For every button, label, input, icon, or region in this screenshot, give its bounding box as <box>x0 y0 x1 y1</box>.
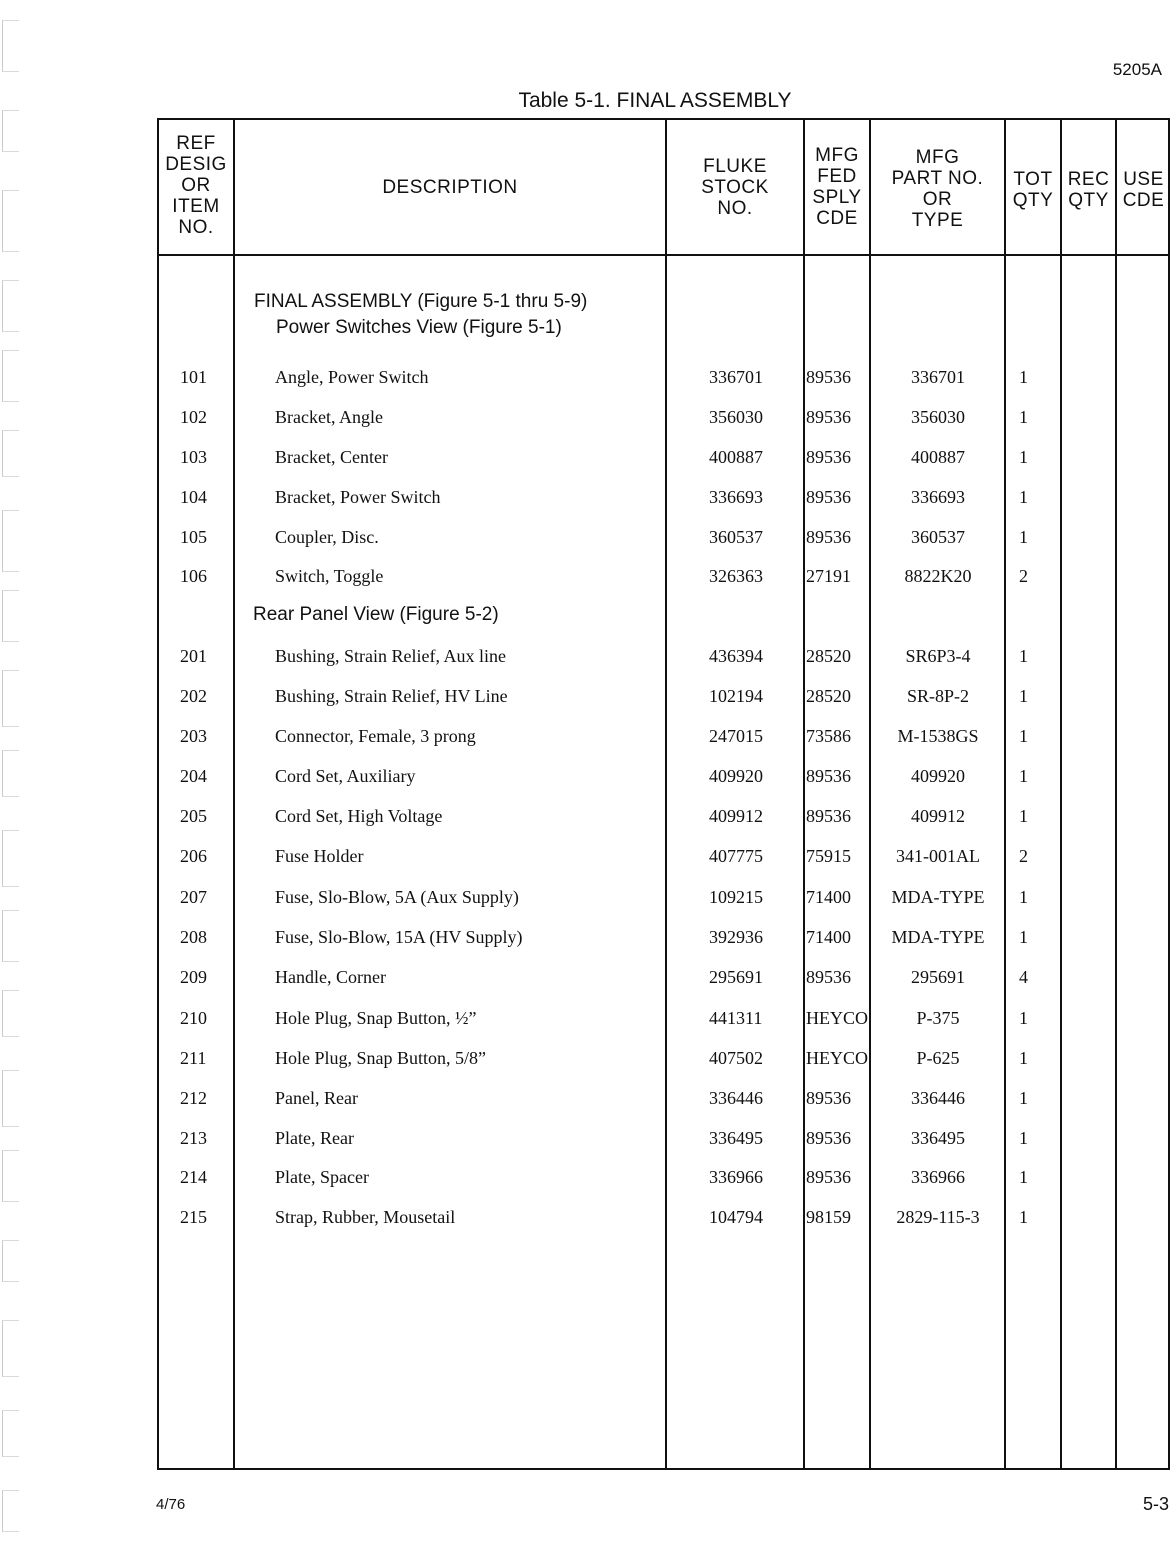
scan-mark <box>2 1490 19 1532</box>
stock-cell: 336693 <box>709 487 763 507</box>
fed-code-cell: 89536 <box>806 1167 851 1187</box>
scan-mark <box>2 20 19 72</box>
description-cell: Plate, Rear <box>275 1128 354 1148</box>
stock-cell: 436394 <box>709 646 763 666</box>
fed-code-cell: 71400 <box>806 927 851 947</box>
stock-cell: 295691 <box>709 967 763 987</box>
part-cell: 2829-115-3 <box>896 1207 980 1227</box>
part-cell: 409912 <box>911 806 965 826</box>
description-cell: Strap, Rubber, Mousetail <box>275 1207 456 1227</box>
table-row <box>0 1088 1176 1128</box>
description-cell: Bracket, Power Switch <box>275 487 441 507</box>
description-cell: Bushing, Strain Relief, Aux line <box>275 646 506 666</box>
fed-code-cell: 71400 <box>806 887 851 907</box>
table-row <box>0 1167 1176 1207</box>
fed-code-cell: 28520 <box>806 646 851 666</box>
table-row <box>0 566 1176 606</box>
description-cell: Panel, Rear <box>275 1088 358 1108</box>
qty-cell: 4 <box>1019 967 1028 987</box>
header-ref-desig: REF DESIG OR ITEM NO. <box>165 133 227 238</box>
section-heading-power-switches: Power Switches View (Figure 5-1) <box>276 317 562 338</box>
part-cell: 341-001AL <box>896 846 980 866</box>
stock-cell: 102194 <box>709 686 763 706</box>
qty-cell: 1 <box>1019 1048 1028 1068</box>
part-cell: MDA-TYPE <box>891 887 985 907</box>
stock-cell: 109215 <box>709 887 763 907</box>
ref-cell: 203 <box>180 726 207 746</box>
description-cell: Cord Set, Auxiliary <box>275 766 416 786</box>
description-cell: Connector, Female, 3 prong <box>275 726 476 746</box>
fed-code-cell: 89536 <box>806 367 851 387</box>
fed-code-cell: HEYCO <box>806 1048 868 1068</box>
scan-mark <box>2 190 19 252</box>
description-cell: Fuse Holder <box>275 846 364 866</box>
table-row <box>0 686 1176 726</box>
fed-code-cell: 89536 <box>806 806 851 826</box>
ref-cell: 208 <box>180 927 207 947</box>
table-row <box>0 367 1176 407</box>
scan-mark <box>2 280 19 332</box>
stock-cell: 336446 <box>709 1088 763 1108</box>
fed-code-cell: 89536 <box>806 447 851 467</box>
ref-cell: 212 <box>180 1088 207 1108</box>
ref-cell: 213 <box>180 1128 207 1148</box>
part-cell: 336495 <box>911 1128 965 1148</box>
table-row <box>0 487 1176 527</box>
qty-cell: 2 <box>1019 846 1028 866</box>
stock-cell: 356030 <box>709 407 763 427</box>
description-cell: Switch, Toggle <box>275 566 384 586</box>
fed-code-cell: 89536 <box>806 967 851 987</box>
scan-mark <box>2 1410 19 1457</box>
part-cell: 360537 <box>911 527 965 547</box>
stock-cell: 247015 <box>709 726 763 746</box>
ref-cell: 103 <box>180 447 207 467</box>
ref-cell: 106 <box>180 566 207 586</box>
section-heading-final-assembly: FINAL ASSEMBLY (Figure 5-1 thru 5-9) <box>254 291 588 312</box>
description-cell: Bracket, Center <box>275 447 388 467</box>
qty-cell: 1 <box>1019 1128 1028 1148</box>
description-cell: Bushing, Strain Relief, HV Line <box>275 686 508 706</box>
header-use-cde: USE CDE <box>1122 169 1165 211</box>
table-row <box>0 447 1176 487</box>
qty-cell: 1 <box>1019 407 1028 427</box>
part-cell: 336446 <box>911 1088 965 1108</box>
qty-cell: 2 <box>1019 566 1028 586</box>
qty-cell: 1 <box>1019 766 1028 786</box>
fed-code-cell: 89536 <box>806 1088 851 1108</box>
description-cell: Cord Set, High Voltage <box>275 806 443 826</box>
stock-cell: 400887 <box>709 447 763 467</box>
table-row <box>0 726 1176 766</box>
table-row <box>0 407 1176 447</box>
scan-mark <box>2 110 19 152</box>
qty-cell: 1 <box>1019 487 1028 507</box>
part-cell: 336701 <box>911 367 965 387</box>
ref-cell: 205 <box>180 806 207 826</box>
description-cell: Angle, Power Switch <box>275 367 429 387</box>
table-row <box>0 1207 1176 1247</box>
page-number: 5-3 <box>1143 1494 1170 1514</box>
table-row <box>0 846 1176 886</box>
stock-cell: 441311 <box>709 1008 763 1028</box>
description-cell: Fuse, Slo-Blow, 15A (HV Supply) <box>275 927 523 947</box>
stock-cell: 360537 <box>709 527 763 547</box>
qty-cell: 1 <box>1019 1088 1028 1108</box>
fed-code-cell: 28520 <box>806 686 851 706</box>
stock-cell: 409920 <box>709 766 763 786</box>
qty-cell: 1 <box>1019 686 1028 706</box>
ref-cell: 202 <box>180 686 207 706</box>
description-cell: Plate, Spacer <box>275 1167 369 1187</box>
qty-cell: 1 <box>1019 1008 1028 1028</box>
fed-code-cell: 73586 <box>806 726 851 746</box>
part-cell: 336693 <box>911 487 965 507</box>
description-cell: Hole Plug, Snap Button, 5/8” <box>275 1048 486 1068</box>
qty-cell: 1 <box>1019 1167 1028 1187</box>
qty-cell: 1 <box>1019 1207 1028 1227</box>
table-row <box>0 887 1176 927</box>
part-cell: 356030 <box>911 407 965 427</box>
fed-code-cell: 27191 <box>806 566 851 586</box>
ref-cell: 215 <box>180 1207 207 1227</box>
part-cell: SR-8P-2 <box>906 686 969 706</box>
fed-code-cell: 89536 <box>806 766 851 786</box>
stock-cell: 336966 <box>709 1167 763 1187</box>
fed-code-cell: 75915 <box>806 846 851 866</box>
fed-code-cell: 89536 <box>806 527 851 547</box>
ref-cell: 207 <box>180 887 207 907</box>
ref-cell: 210 <box>180 1008 207 1028</box>
header-mfg-fed-sply-cde: MFG FED SPLY CDE <box>812 145 862 229</box>
table-row <box>0 1128 1176 1168</box>
stock-cell: 407502 <box>709 1048 763 1068</box>
ref-cell: 211 <box>180 1048 207 1068</box>
ref-cell: 204 <box>180 766 207 786</box>
qty-cell: 1 <box>1019 927 1028 947</box>
stock-cell: 336495 <box>709 1128 763 1148</box>
part-cell: 409920 <box>911 766 965 786</box>
qty-cell: 1 <box>1019 527 1028 547</box>
header-tot-qty: TOT QTY <box>1012 169 1054 211</box>
fed-code-cell: 98159 <box>806 1207 851 1227</box>
table-row <box>0 766 1176 806</box>
ref-cell: 206 <box>180 846 207 866</box>
header-mfg-part-no: MFG PART NO. OR TYPE <box>891 147 984 231</box>
stock-cell: 392936 <box>709 927 763 947</box>
ref-cell: 209 <box>180 967 207 987</box>
part-cell: 295691 <box>911 967 965 987</box>
fed-code-cell: 89536 <box>806 407 851 427</box>
stock-cell: 104794 <box>709 1207 763 1227</box>
header-rule <box>157 254 1170 256</box>
fed-code-cell: 89536 <box>806 487 851 507</box>
stock-cell: 336701 <box>709 367 763 387</box>
ref-cell: 214 <box>180 1167 207 1187</box>
table-row <box>0 1048 1176 1088</box>
section-heading-rear-panel: Rear Panel View (Figure 5-2) <box>253 604 499 625</box>
header-rec-qty: REC QTY <box>1067 169 1110 211</box>
part-cell: 336966 <box>911 1167 965 1187</box>
part-cell: 8822K20 <box>904 566 972 586</box>
description-cell: Coupler, Disc. <box>275 527 379 547</box>
part-cell: P-625 <box>916 1048 960 1068</box>
table-title: Table 5-1. FINAL ASSEMBLY <box>518 89 792 112</box>
description-cell: Fuse, Slo-Blow, 5A (Aux Supply) <box>275 887 519 907</box>
ref-cell: 101 <box>180 367 207 387</box>
qty-cell: 1 <box>1019 367 1028 387</box>
ref-cell: 201 <box>180 646 207 666</box>
qty-cell: 1 <box>1019 887 1028 907</box>
part-cell: MDA-TYPE <box>891 927 985 947</box>
stock-cell: 407775 <box>709 846 763 866</box>
qty-cell: 1 <box>1019 806 1028 826</box>
table-row <box>0 1008 1176 1048</box>
stock-cell: 409912 <box>709 806 763 826</box>
description-cell: Bracket, Angle <box>275 407 383 427</box>
ref-cell: 105 <box>180 527 207 547</box>
description-cell: Hole Plug, Snap Button, ½” <box>275 1008 477 1028</box>
ref-cell: 102 <box>180 407 207 427</box>
part-cell: 400887 <box>911 447 965 467</box>
table-row <box>0 927 1176 967</box>
table-row <box>0 967 1176 1007</box>
table-row <box>0 527 1176 567</box>
footer-date: 4/76 <box>156 1496 186 1513</box>
part-cell: SR6P3-4 <box>905 646 971 666</box>
document-id: 5205A <box>1112 60 1162 79</box>
ref-cell: 104 <box>180 487 207 507</box>
part-cell: P-375 <box>916 1008 960 1028</box>
fed-code-cell: 89536 <box>806 1128 851 1148</box>
stock-cell: 326363 <box>709 566 763 586</box>
table-row <box>0 646 1176 686</box>
qty-cell: 1 <box>1019 646 1028 666</box>
scan-mark <box>2 1320 19 1377</box>
header-stock-no: FLUKE STOCK NO. <box>701 156 769 219</box>
part-cell: M-1538GS <box>897 726 979 746</box>
header-description: DESCRIPTION <box>382 177 518 198</box>
table-row <box>0 806 1176 846</box>
fed-code-cell: HEYCO <box>806 1008 868 1028</box>
description-cell: Handle, Corner <box>275 967 386 987</box>
qty-cell: 1 <box>1019 447 1028 467</box>
qty-cell: 1 <box>1019 726 1028 746</box>
